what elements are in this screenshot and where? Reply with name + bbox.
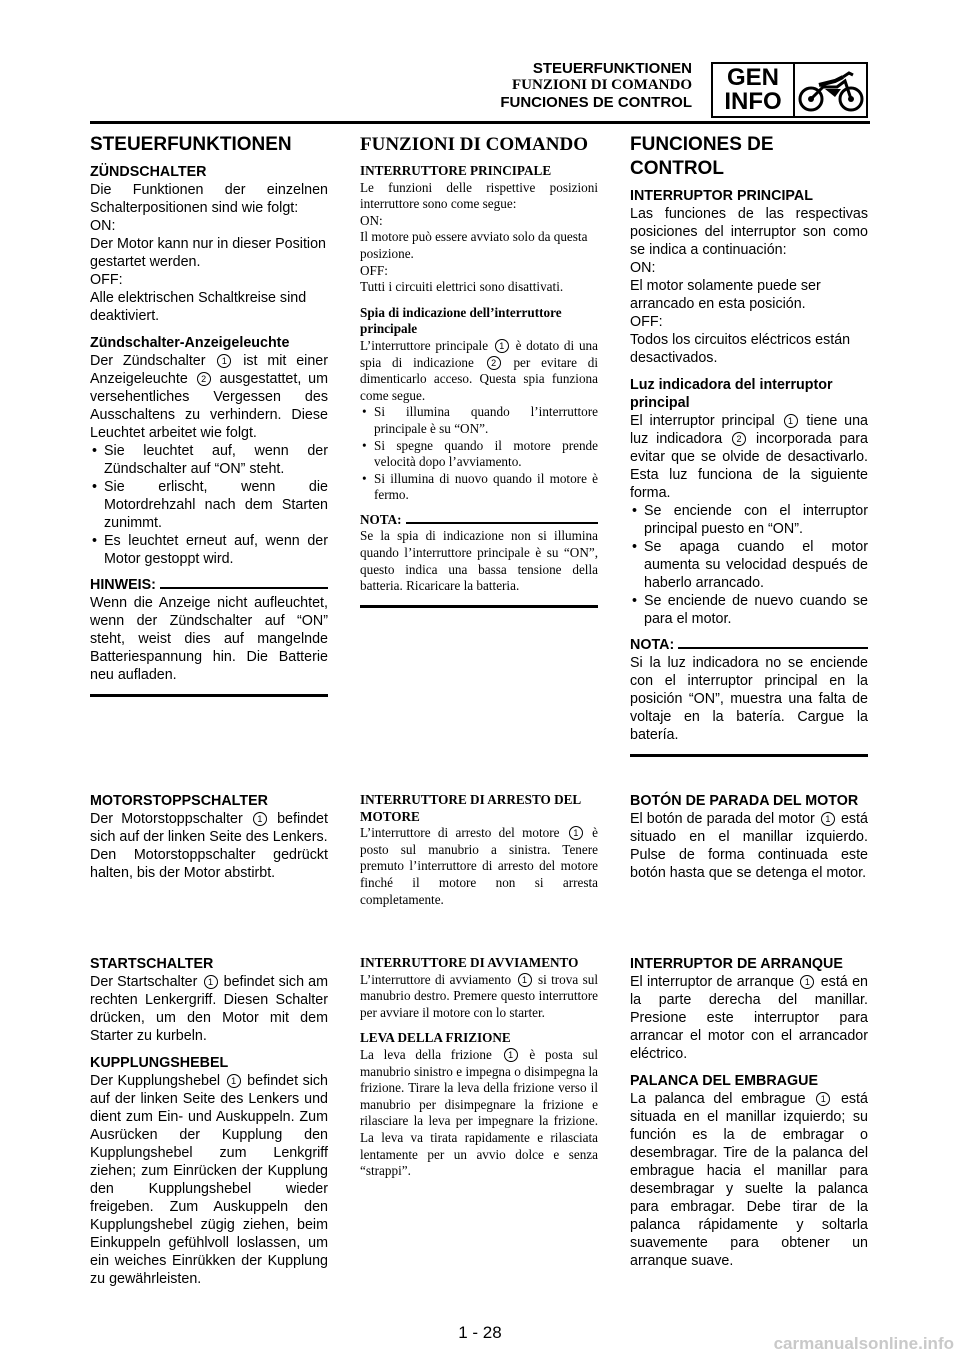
stop-text-de: Der Motorstoppschalter 1 befindet sich auf der linken Seite des Lenkers. <box>90 811 328 845</box>
column-spanish <box>630 133 868 757</box>
lamp-heading-de: Zündschalter-Anzeigeleuchte <box>90 335 290 351</box>
bullet-item: • Sie erlischt, wenn die Motordrehzahl nach dem Starten zunimmt. <box>90 478 328 532</box>
header-title-de: STEUERFUNKTIONEN <box>532 60 692 77</box>
ignition-intro-es: Las funciones de las respectivas posiciones del interruptor son como se indica a continuación: <box>630 206 868 258</box>
note-text-de: Wenn die Anzeige nicht aufleuchtet, wenn der Zündschalter auf “ON” steht, weist dies auf mangelnde Batteriespannung hin. Die Batterie neu aufladen. <box>90 595 328 683</box>
callout-1: 1 <box>204 975 218 989</box>
page-header <box>0 0 960 130</box>
bullet-item: • Si illumina di nuovo quando il motore è fermo. <box>360 471 598 504</box>
off-label-es: OFF: <box>630 314 663 330</box>
bullet-item: • Sie leuchtet auf, wenn der Zündschalter auf “ON” steht. <box>90 442 328 478</box>
clutch-text-es: La palanca del embrague 1 está situada en el manillar izquierdo; su función es la de embragar o desembragar. Tire de la palanca del embrague hacia el manillar para desembragar y suelte la palanca para embragar. Debe tirar de la palanca rápidamente y soltarla suavemente para obtener un arranque suave. <box>630 1091 868 1269</box>
lamp-text-es: El interruptor principal 1 tiene una luz indicadora 2 incorporada para evitar que se olvide de desactivarlo. Esta luz funciona de la siguiente forma. <box>630 413 868 501</box>
off-label-de: OFF: <box>90 272 123 288</box>
off-label-it: OFF: <box>360 262 388 278</box>
lamp-text-it: L’interruttore principale 1 è dotato di una spia di indicazione 2 per evitare di dimenticarlo acceso. Questa spia funziona come segue. <box>360 337 599 403</box>
header-titles <box>500 60 692 111</box>
callout-1: 1 <box>504 1048 518 1062</box>
motorcycle-icon <box>795 64 866 116</box>
lamp-bullets-de <box>90 442 328 568</box>
clutch-text-it: La leva della frizione 1 è posta sul manubrio sinistro e impegna o disimpegna la frizione. Tirare la leva della frizione verso il manubrio per disimpegnare la frizione e rilasciare la leva per impegnare la frizione. La leva va tirata rapidamente e rilasciata lentamente per un avvio dolce e senza “strappi”. <box>360 1046 599 1179</box>
note-header-es: NOTA: <box>630 636 868 654</box>
callout-1: 1 <box>253 812 267 826</box>
note-end-rule <box>630 754 868 757</box>
bullet-item: • Se enciende con el interruptor principal puesto en “ON”. <box>630 502 868 538</box>
note-text-es: Si la luz indicadora no se enciende con el interruptor principal en la posición “ON”, muestra una falta de voltaje en la batería. Cargue la batería. <box>630 655 868 743</box>
note-end-rule <box>360 605 598 608</box>
section-title-it: FUNZIONI DI COMANDO <box>360 134 588 155</box>
note-header-it: NOTA: <box>360 512 598 529</box>
header-title-es: FUNCIONES DE CONTROL <box>500 94 692 111</box>
stop-heading-es: BOTÓN DE PARADA DEL MOTOR <box>630 793 859 809</box>
column-german <box>90 133 328 697</box>
engine-stop-de <box>90 792 328 882</box>
badge-info: INFO <box>724 88 782 115</box>
stop-heading-it: INTERRUTTORE DI ARRESTO DEL MOTORE <box>360 792 581 824</box>
badge-gen: GEN <box>726 64 779 91</box>
stop-text-it: L’interruttore di arresto del motore 1 è posto sul manubrio a sinistra. Tenere premuto l’interruttore di arresto del motore finché il motore non si arresta completamente. <box>360 825 599 907</box>
bullet-item: • Es leuchtet erneut auf, wenn der Motor gestoppt wird. <box>90 532 328 568</box>
engine-stop-es <box>630 792 868 882</box>
ignition-heading-es: INTERRUPTOR PRINCIPAL <box>630 188 813 204</box>
on-label-es: ON: <box>630 260 656 276</box>
off-text-it: Tutti i circuiti elettrici sono disattivati. <box>360 279 564 295</box>
start-heading-de: STARTSCHALTER <box>90 956 214 972</box>
start-clutch-de <box>90 955 328 1288</box>
off-text-de: Alle elektrischen Schaltkreise sind deaktiviert. <box>90 290 307 324</box>
watermark: carmanualsonline.info <box>773 1334 954 1353</box>
callout-2: 2 <box>732 432 746 446</box>
callout-1: 1 <box>800 975 814 989</box>
callout-1: 1 <box>821 812 835 826</box>
header-rule <box>90 121 870 124</box>
note-header-de: HINWEIS: <box>90 576 328 594</box>
on-text-de: Der Motor kann nur in dieser Position gestartet werden. <box>90 236 327 270</box>
on-label-de: ON: <box>90 218 116 234</box>
column-italian <box>360 133 598 608</box>
ignition-intro-it: Le funzioni delle rispettive posizioni interruttore sono come segue: <box>360 179 598 212</box>
on-label-it: ON: <box>360 212 383 228</box>
callout-2: 2 <box>197 372 211 386</box>
start-clutch-es <box>630 955 868 1270</box>
ignition-intro-de: Die Funktionen der einzelnen Schalterpositionen sind wie folgt: <box>90 182 328 216</box>
start-text-es: El interruptor de arranque 1 está en la parte derecha del manillar. Presione este interruptor para arrancar el motor con el arrancador eléctrico. <box>630 974 868 1062</box>
start-text-de: Der Startschalter 1 befindet sich am rechten Lenkergriff. Diesen Schalter drücken, um den Motor mit dem Starter zu kurbeln. <box>90 974 328 1044</box>
callout-1: 1 <box>518 973 532 987</box>
callout-1: 1 <box>227 1074 241 1088</box>
engine-stop-it <box>360 792 598 908</box>
page-number: 1 - 28 <box>458 1323 502 1342</box>
lamp-heading-es: Luz indicadora del interruptor principal <box>630 377 833 411</box>
stop-text-es: El botón de parada del motor 1 está situado en el manillar izquierdo. Pulse de forma continuada este botón hasta que se detenga el motor. <box>630 811 868 881</box>
callout-1: 1 <box>816 1092 830 1106</box>
stop-heading-de: MOTORSTOPPSCHALTER <box>90 793 268 809</box>
bullet-item: • Se apaga cuando el motor aumenta su velocidad después de haberlo arrancado. <box>630 538 868 592</box>
note-text-it: Se la spia di indicazione non si illumina quando l’interruttore principale è su “ON”, questo indica una bassa tensione della batteria. Ricaricare la batteria. <box>360 528 598 594</box>
ignition-heading-de: ZÜNDSCHALTER <box>90 164 207 180</box>
start-heading-es: INTERRUPTOR DE ARRANQUE <box>630 956 843 972</box>
start-text-it: L’interruttore di avviamento 1 si trova sul manubrio destro. Premere questo interruttore per avviare il motore con lo starter. <box>360 971 599 1020</box>
callout-1: 1 <box>569 826 583 840</box>
note-end-rule <box>90 694 328 697</box>
section-badge-text <box>713 64 795 116</box>
bullet-item: • Se enciende de nuevo cuando se para el motor. <box>630 592 868 628</box>
callout-2: 2 <box>487 356 501 370</box>
section-title-de: STEUERFUNKTIONEN <box>90 134 292 155</box>
on-text-it: Il motore può essere avviato solo da questa posizione. <box>360 229 588 261</box>
lamp-bullets-es <box>630 502 868 628</box>
start-heading-it: INTERRUTTORE DI AVVIAMENTO <box>360 955 579 970</box>
bullet-item: • Si spegne quando il motore prende velocità dopo l’avviamento. <box>360 438 598 471</box>
clutch-heading-es: PALANCA DEL EMBRAGUE <box>630 1073 818 1089</box>
section-badge <box>711 62 868 118</box>
callout-1: 1 <box>784 414 798 428</box>
off-text-es: Todos los circuitos eléctricos están desactivados. <box>630 332 851 366</box>
section-title-es: FUNCIONES DE CONTROL <box>630 134 774 179</box>
ignition-heading-it: INTERRUTTORE PRINCIPALE <box>360 163 552 178</box>
start-clutch-it <box>360 955 598 1180</box>
callout-1: 1 <box>495 339 509 353</box>
on-text-es: El motor solamente puede ser arrancado en esta posición. <box>630 278 821 312</box>
bullet-item: • Si illumina quando l’interruttore principale è su “ON”. <box>360 404 598 437</box>
clutch-heading-de: KUPPLUNGSHEBEL <box>90 1055 229 1071</box>
lamp-heading-it: Spia di indicazione dell’interruttore principale <box>360 304 562 337</box>
stop-text2-de: Den Motorstoppschalter gedrückt halten, bis der Motor abstirbt. <box>90 847 328 881</box>
callout-1: 1 <box>217 354 231 368</box>
lamp-text-de: Der Zündschalter 1 ist mit einer Anzeigeleuchte 2 ausgestattet, um versehentliches Vergessen des Ausschaltens zu verhindern. Diese Leuchtet arbeitet wie folgt. <box>90 353 329 441</box>
lamp-bullets-it <box>360 404 598 504</box>
clutch-text-de: Der Kupplungshebel 1 befindet sich auf der linken Seite des Lenkers und dient zum Ein- und Auskuppeln. Zum Ausrücken der Kupplung den Kupplungshebel zum Lenkgriff ziehen; zum Einrücken der Kupplung den Kupplungshebel wieder freigeben. Zum Auskuppeln den Kupplungshebel zügig ziehen, beim Einkuppeln gefühlvoll loslassen, um ein weiches Einrükken der Kupplung zu gewährleisten. <box>90 1073 328 1287</box>
clutch-heading-it: LEVA DELLA FRIZIONE <box>360 1030 511 1046</box>
header-title-it: FUNZIONI DI COMANDO <box>512 77 692 93</box>
